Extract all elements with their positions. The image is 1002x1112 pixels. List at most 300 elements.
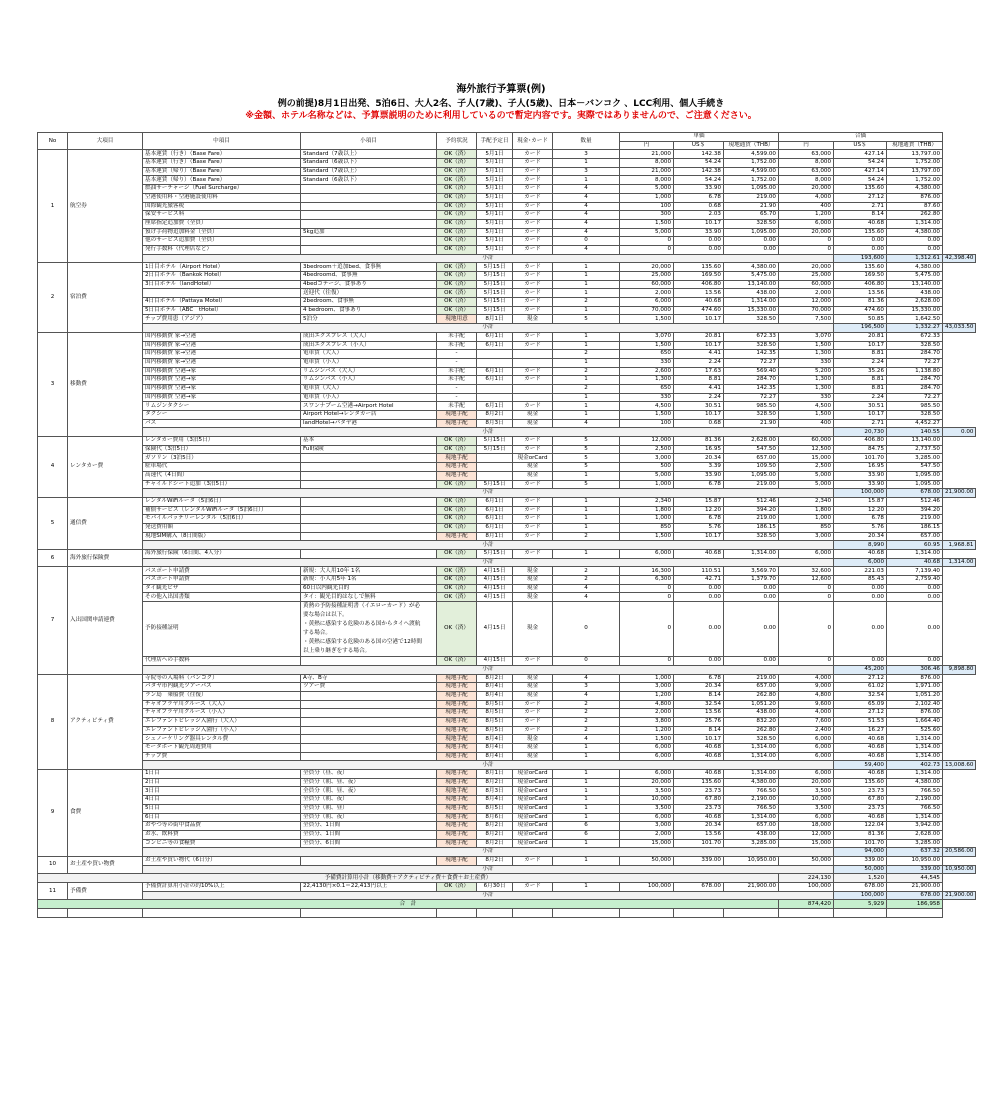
mid-item-cell: おやつ等の街中食品費 [143, 822, 301, 831]
total-usd-cell: 40.68 [834, 770, 887, 779]
total-thb-cell: 328.50 [887, 341, 943, 350]
quantity-cell: 5 [553, 445, 620, 454]
payment-cell: カード [513, 506, 553, 515]
mid-item-cell: 国内移動費 家→空港 [143, 358, 301, 367]
total-usd-cell: 135.60 [834, 778, 887, 787]
payment-cell: カード [513, 883, 553, 892]
unit-yen-cell: 6,000 [620, 550, 674, 559]
unit-yen-cell: 1,800 [620, 506, 674, 515]
unit-thb-cell: 438.00 [724, 709, 779, 718]
status-cell: 現地手配 [437, 830, 477, 839]
unit-thb-cell: 5,475.00 [724, 272, 779, 281]
payment-cell: 現金 [513, 752, 553, 761]
payment-cell: カード [513, 245, 553, 254]
date-cell: 5月15日 [477, 445, 513, 454]
table-row [38, 576, 976, 585]
total-usd-cell: 27.12 [834, 709, 887, 718]
mid-item-cell: 予防接種証明 [143, 602, 301, 657]
date-cell: 4月15日 [477, 576, 513, 585]
quantity-cell: 4 [553, 245, 620, 254]
table-row [38, 700, 976, 709]
unit-yen-cell: 0 [620, 602, 674, 657]
unit-yen-cell: 10,000 [620, 796, 674, 805]
mid-item-cell: 駐車場代 [143, 463, 301, 472]
mid-item-cell: 寺院等の入場料（バンコク） [143, 674, 301, 683]
mid-item-cell: 2日目ホテル（Bankok Hotel） [143, 272, 301, 281]
total-yen-cell: 1,000 [779, 515, 834, 524]
total-usd-cell: 40.68 [834, 813, 887, 822]
total-yen-cell: 6,000 [779, 219, 834, 228]
quantity-cell: 6 [553, 822, 620, 831]
status-cell: 未手配 [437, 402, 477, 411]
mid-item-cell: 基本運賃（行き）（Base Fare） [143, 150, 301, 159]
total-thb-cell: 512.46 [887, 497, 943, 506]
status-cell: OK（済） [437, 657, 477, 666]
unit-thb-cell: 3,569.70 [724, 567, 779, 576]
section-category: お土産や買い物費 [68, 856, 143, 873]
payment-cell: カード [513, 480, 553, 489]
unit-thb-cell: 328.50 [724, 341, 779, 350]
header-quantity: 数量 [553, 133, 620, 150]
unit-thb-cell: 10,950.00 [724, 856, 779, 865]
total-usd-cell: 0.00 [834, 593, 887, 602]
status-cell: 未手配 [437, 332, 477, 341]
unit-yen-cell: 1,000 [620, 515, 674, 524]
date-cell: 8月3日 [477, 419, 513, 428]
total-usd-cell: 1,332.27 [887, 324, 943, 333]
total-thb-cell: 0.00 [887, 584, 943, 593]
unit-thb-cell: 547.50 [724, 445, 779, 454]
quantity-cell: 1 [553, 159, 620, 168]
total-thb-cell: 1,314.00 [887, 219, 943, 228]
section-number: 5 [38, 497, 68, 549]
quantity-cell: 2 [553, 350, 620, 359]
total-usd-cell: 135.60 [834, 228, 887, 237]
reserve-base-subtotal-row [38, 874, 976, 883]
quantity-cell: 2 [553, 367, 620, 376]
total-yen-cell: 0 [779, 657, 834, 666]
mid-item-cell: 発送費用額 [143, 523, 301, 532]
total-yen-cell: 0 [779, 584, 834, 593]
quantity-cell: 2 [553, 567, 620, 576]
status-cell: OK（済） [437, 576, 477, 585]
table-row [38, 245, 976, 254]
small-item-cell: 4 bedroom、食事あり [301, 306, 437, 315]
unit-yen-cell: 2,000 [620, 709, 674, 718]
unit-thb-cell: 2,190.00 [724, 796, 779, 805]
quantity-cell: 1 [553, 506, 620, 515]
section-category: アクティビティ費 [68, 674, 143, 770]
unit-thb-cell: 142.35 [724, 350, 779, 359]
unit-usd-cell: 135.60 [674, 263, 724, 272]
total-yen-cell: 63,000 [779, 150, 834, 159]
date-cell: 8月2日 [477, 674, 513, 683]
total-thb-cell: 1,095.00 [887, 471, 943, 480]
total-thb-cell: 0.00 [887, 602, 943, 657]
total-usd-cell: 54.24 [834, 176, 887, 185]
unit-yen-cell: 12,000 [620, 437, 674, 446]
quantity-cell: 4 [553, 211, 620, 220]
unit-usd-cell: 13.56 [674, 709, 724, 718]
total-yen-cell: 330 [779, 358, 834, 367]
unit-usd-cell: 40.68 [674, 770, 724, 779]
small-item-cell: Standard（7歳以上） [301, 150, 437, 159]
small-item-cell: 4bedコテージ、食事あり [301, 280, 437, 289]
total-yen-cell: 0 [779, 245, 834, 254]
subtotal-label: 小計 [143, 761, 834, 770]
total-usd-cell: 60.95 [887, 541, 943, 550]
small-item-cell: 全員分、1日間 [301, 830, 437, 839]
table-row [38, 193, 976, 202]
total-yen-cell: 6,000 [779, 744, 834, 753]
quantity-cell: 1 [553, 280, 620, 289]
status-cell: 現地手配 [437, 674, 477, 683]
quantity-cell: 1 [553, 402, 620, 411]
unit-thb-cell: 4,380.00 [724, 263, 779, 272]
payment-cell: 現金orCard [513, 804, 553, 813]
unit-yen-cell: 16,300 [620, 567, 674, 576]
small-item-cell [301, 480, 437, 489]
small-item-cell: 全員分（朝、昼） [301, 804, 437, 813]
quantity-cell: 0 [553, 602, 620, 657]
total-thb-cell: 1,971.00 [887, 683, 943, 692]
status-cell: 現地手配 [437, 778, 477, 787]
unit-thb-cell: 985.50 [724, 402, 779, 411]
mid-item-cell: モバイルバッテリーレンタル（5泊6日） [143, 515, 301, 524]
status-cell: OK（済） [437, 584, 477, 593]
status-cell: OK（済） [437, 298, 477, 307]
small-item-cell: Standard（7歳以上） [301, 167, 437, 176]
mid-item-cell: バス [143, 419, 301, 428]
small-item-cell: 全員分（朝、昼、夜） [301, 778, 437, 787]
quantity-cell: 4 [553, 674, 620, 683]
table-row [38, 289, 976, 298]
date-cell: 8月5日 [477, 726, 513, 735]
small-item-cell: 全員分（朝、昼、夜） [301, 787, 437, 796]
quantity-cell: 1 [553, 778, 620, 787]
table-row [38, 454, 976, 463]
unit-yen-cell: 2,340 [620, 497, 674, 506]
unit-yen-cell: 330 [620, 358, 674, 367]
unit-thb-cell: 438.00 [724, 830, 779, 839]
mid-item-cell: 預け手荷物追加料金（全員） [143, 228, 301, 237]
total-yen-cell: 20,000 [779, 778, 834, 787]
small-item-cell: 全員分（朝、夜） [301, 813, 437, 822]
payment-cell: カード [513, 332, 553, 341]
total-yen-cell: 1,200 [779, 211, 834, 220]
unit-yen-cell: 3,500 [620, 804, 674, 813]
status-cell: 現地用意 [437, 315, 477, 324]
total-thb-cell: 1,314.00 [887, 813, 943, 822]
total-thb-cell: 1,314.00 [887, 744, 943, 753]
unit-usd-cell: 2.24 [674, 393, 724, 402]
status-cell: 現地手配 [437, 796, 477, 805]
document-title: 海外旅行予算票(例) [456, 84, 546, 95]
table-row [38, 744, 976, 753]
unit-yen-cell: 330 [620, 393, 674, 402]
mid-item-cell: 空港使用料・空港施設使用料 [143, 193, 301, 202]
quantity-cell: 4 [553, 691, 620, 700]
quantity-cell: 1 [553, 796, 620, 805]
total-thb-cell: 985.50 [887, 402, 943, 411]
total-thb-cell: 0.00 [887, 593, 943, 602]
total-thb-cell: 1,314.00 [887, 770, 943, 779]
quantity-cell: 2 [553, 576, 620, 585]
unit-thb-cell: 219.00 [724, 193, 779, 202]
total-usd-cell: 0.00 [834, 237, 887, 246]
mid-item-cell: ラン島 乗船費（往復） [143, 691, 301, 700]
unit-usd-cell: 40.68 [674, 298, 724, 307]
payment-cell: カード [513, 176, 553, 185]
total-usd-cell: 23.73 [834, 787, 887, 796]
total-usd-cell: 427.14 [834, 150, 887, 159]
small-item-cell [301, 237, 437, 246]
payment-cell: カード [513, 445, 553, 454]
small-item-cell: 5kg追加 [301, 228, 437, 237]
total-yen-cell: 193,600 [834, 254, 887, 263]
small-item-cell [301, 735, 437, 744]
header-no: No [38, 133, 68, 150]
date-cell [477, 454, 513, 463]
date-cell: 5月15日 [477, 289, 513, 298]
payment-cell: 現金 [513, 744, 553, 753]
unit-usd-cell: 10.17 [674, 219, 724, 228]
date-cell: 5月1日 [477, 237, 513, 246]
payment-cell: カード [513, 211, 553, 220]
total-thb-cell: 876.00 [887, 193, 943, 202]
unit-thb-cell: 1,752.00 [724, 159, 779, 168]
status-cell: OK（済） [437, 515, 477, 524]
unit-thb-cell: 21,900.00 [724, 883, 779, 892]
status-cell: OK（済） [437, 159, 477, 168]
unit-usd-cell: 169.50 [674, 272, 724, 281]
total-yen-cell: 8,000 [779, 159, 834, 168]
date-cell: 5月15日 [477, 437, 513, 446]
total-yen-cell: 20,000 [779, 263, 834, 272]
quantity-cell: 1 [553, 263, 620, 272]
total-yen-cell: 6,000 [779, 752, 834, 761]
header-total-usd: US＄ [834, 141, 887, 150]
date-cell: 8月4日 [477, 796, 513, 805]
total-usd-cell: 221.03 [834, 567, 887, 576]
unit-usd-cell: 6.78 [674, 674, 724, 683]
date-cell: 8月1日 [477, 770, 513, 779]
total-yen-cell: 6,000 [779, 735, 834, 744]
status-cell: - [437, 358, 477, 367]
payment-cell: カード [513, 497, 553, 506]
quantity-cell: 3 [553, 150, 620, 159]
payment-cell: カード [513, 159, 553, 168]
unit-thb-cell: 0.00 [724, 593, 779, 602]
total-yen-cell: 2,400 [779, 726, 834, 735]
payment-cell [513, 384, 553, 393]
note-line: ・黄熱に感染する危険のある国からタイへ渡航 [303, 621, 421, 628]
unit-thb-cell: 21.90 [724, 419, 779, 428]
small-item-cell: 22,4130円×0.1＝22,413円以上 [301, 883, 437, 892]
quantity-cell: 1 [553, 813, 620, 822]
quantity-cell: 1 [553, 550, 620, 559]
total-yen-cell: 20,730 [834, 428, 887, 437]
total-usd-cell: 0.00 [834, 602, 887, 657]
date-cell: 8月5日 [477, 717, 513, 726]
status-cell: - [437, 393, 477, 402]
unit-thb-cell: 569.40 [724, 367, 779, 376]
mid-item-cell: 国際観光旅客税 [143, 202, 301, 211]
payment-cell: 現金orCard [513, 796, 553, 805]
total-yen-cell: 1,500 [779, 411, 834, 420]
unit-usd-cell: 8.14 [674, 726, 724, 735]
total-thb-cell: 4,380.00 [887, 263, 943, 272]
total-yen-cell: 6,000 [834, 558, 887, 567]
total-thb-cell: 42,398.40 [943, 254, 976, 263]
total-usd-cell: 140.55 [887, 428, 943, 437]
total-yen-cell: 60,000 [779, 437, 834, 446]
unit-yen-cell: 60,000 [620, 280, 674, 289]
unit-usd-cell: 40.68 [674, 813, 724, 822]
empty-cell [68, 909, 143, 918]
small-item-cell [301, 752, 437, 761]
status-cell: OK（済） [437, 497, 477, 506]
total-thb-cell: 394.20 [887, 506, 943, 515]
unit-usd-cell: 678.00 [674, 883, 724, 892]
small-item-cell: Standard（6歳以下） [301, 159, 437, 168]
total-thb-cell: 284.70 [887, 384, 943, 393]
status-cell: OK（済） [437, 567, 477, 576]
total-usd-cell: 10.17 [834, 411, 887, 420]
unit-thb-cell: 328.50 [724, 219, 779, 228]
total-yen-cell: 1,300 [779, 350, 834, 359]
total-usd-cell: 16.95 [834, 463, 887, 472]
total-thb-cell: 87.60 [887, 202, 943, 211]
mid-item-cell: パスポート申請費 [143, 576, 301, 585]
status-cell: 現地手配 [437, 744, 477, 753]
unit-thb-cell: 1,379.70 [724, 576, 779, 585]
unit-usd-cell: 110.51 [674, 567, 724, 576]
unit-usd-cell: 20.34 [674, 822, 724, 831]
header-small-item: 小項目 [301, 133, 437, 150]
total-yen-cell: 100,000 [834, 489, 887, 498]
mid-item-cell: 5日目 [143, 804, 301, 813]
unit-usd-cell: 40.68 [674, 744, 724, 753]
payment-cell: 現金 [513, 315, 553, 324]
total-yen-cell: 400 [779, 419, 834, 428]
total-yen-cell: 25,000 [779, 272, 834, 281]
total-yen-cell: 6,000 [779, 813, 834, 822]
quantity-cell: 4 [553, 185, 620, 194]
status-cell: 現地手配 [437, 726, 477, 735]
unit-usd-cell: 67.80 [674, 796, 724, 805]
unit-usd-cell: 6.78 [674, 480, 724, 489]
payment-cell [513, 350, 553, 359]
empty-cell [887, 909, 943, 918]
small-item-cell: リムジンバス（大人） [301, 367, 437, 376]
small-item-cell [301, 211, 437, 220]
mid-item-cell: 国内移動費 空港→家 [143, 393, 301, 402]
note-line: 要な場合は以下。 [303, 612, 348, 619]
small-item-cell: Standard（6歳以下） [301, 176, 437, 185]
unit-yen-cell: 4,500 [620, 402, 674, 411]
total-usd-cell: 2.24 [834, 393, 887, 402]
quantity-cell: 1 [553, 411, 620, 420]
note-line: ・黄熱に感染する危険のある国の空港で12時間 [303, 639, 422, 646]
payment-cell: カード [513, 717, 553, 726]
mid-item-cell: 他のサービス追加費（全員） [143, 237, 301, 246]
payment-cell: カード [513, 437, 553, 446]
table-row [38, 515, 976, 524]
status-cell: OK（済） [437, 245, 477, 254]
total-yen-cell: 50,000 [834, 865, 887, 874]
status-cell: 現地手配 [437, 454, 477, 463]
table-row [38, 602, 976, 657]
unit-thb-cell: 0.00 [724, 602, 779, 657]
subtotal-row [38, 865, 976, 874]
quantity-cell: 1 [553, 523, 620, 532]
unit-yen-cell: 100 [620, 419, 674, 428]
small-item-cell [301, 523, 437, 532]
small-item-cell [301, 691, 437, 700]
subtotal-label: 小計 [143, 324, 834, 333]
unit-thb-cell: 766.50 [724, 804, 779, 813]
table-row [38, 202, 976, 211]
unit-thb-cell: 1,314.00 [724, 298, 779, 307]
unit-thb-cell: 0.00 [724, 584, 779, 593]
payment-cell: カード [513, 150, 553, 159]
mid-item-cell: 国内移動費 空港→家 [143, 367, 301, 376]
payment-cell [513, 358, 553, 367]
unit-thb-cell: 657.00 [724, 454, 779, 463]
subtotal-row [38, 541, 976, 550]
subtotal-row [38, 761, 976, 770]
disclaimer-note: ※金額、ホテル名称などは、予算票説明のために利用しているので暫定内容です。実際ではありませんので、ご注意ください。 [245, 111, 757, 121]
total-thb-cell: 1,752.00 [887, 176, 943, 185]
small-item-cell [301, 709, 437, 718]
header-unit-thb: 現地通貨（THB） [724, 141, 779, 150]
total-thb-cell: 13,797.00 [887, 167, 943, 176]
small-item-cell [301, 506, 437, 515]
total-thb-cell: 2,737.50 [887, 445, 943, 454]
small-item-cell: スワンナプーム空港→Airport Hotel [301, 402, 437, 411]
status-cell: OK（済） [437, 176, 477, 185]
small-item-cell: ツアー費 [301, 683, 437, 692]
unit-usd-cell: 5.76 [674, 523, 724, 532]
total-yen-cell: 400 [779, 202, 834, 211]
small-item-cell: 新規：大人用10年 1名 [301, 567, 437, 576]
total-usd-cell: 40.68 [887, 558, 943, 567]
status-cell: OK（済） [437, 228, 477, 237]
date-cell: 8月5日 [477, 804, 513, 813]
total-usd-cell: 33.90 [834, 480, 887, 489]
small-item-cell [301, 726, 437, 735]
unit-thb-cell: 657.00 [724, 822, 779, 831]
table-row [38, 550, 976, 559]
total-thb-cell: 44,545 [887, 874, 943, 883]
total-usd-cell: 33.90 [834, 471, 887, 480]
total-thb-cell: 0.00 [887, 237, 943, 246]
quantity-cell: 5 [553, 463, 620, 472]
quantity-cell: 0 [553, 657, 620, 666]
quantity-cell: 1 [553, 393, 620, 402]
unit-usd-cell: 4.41 [674, 384, 724, 393]
total-thb-cell: 1,314.00 [943, 558, 976, 567]
unit-yen-cell: 8,000 [620, 159, 674, 168]
unit-yen-cell: 3,800 [620, 717, 674, 726]
empty-cell [779, 909, 834, 918]
mid-item-cell: タクシー [143, 411, 301, 420]
unit-thb-cell: 1,314.00 [724, 813, 779, 822]
total-usd-cell: 101.70 [834, 454, 887, 463]
date-cell: 4月15日 [477, 567, 513, 576]
payment-cell: 現金 [513, 683, 553, 692]
